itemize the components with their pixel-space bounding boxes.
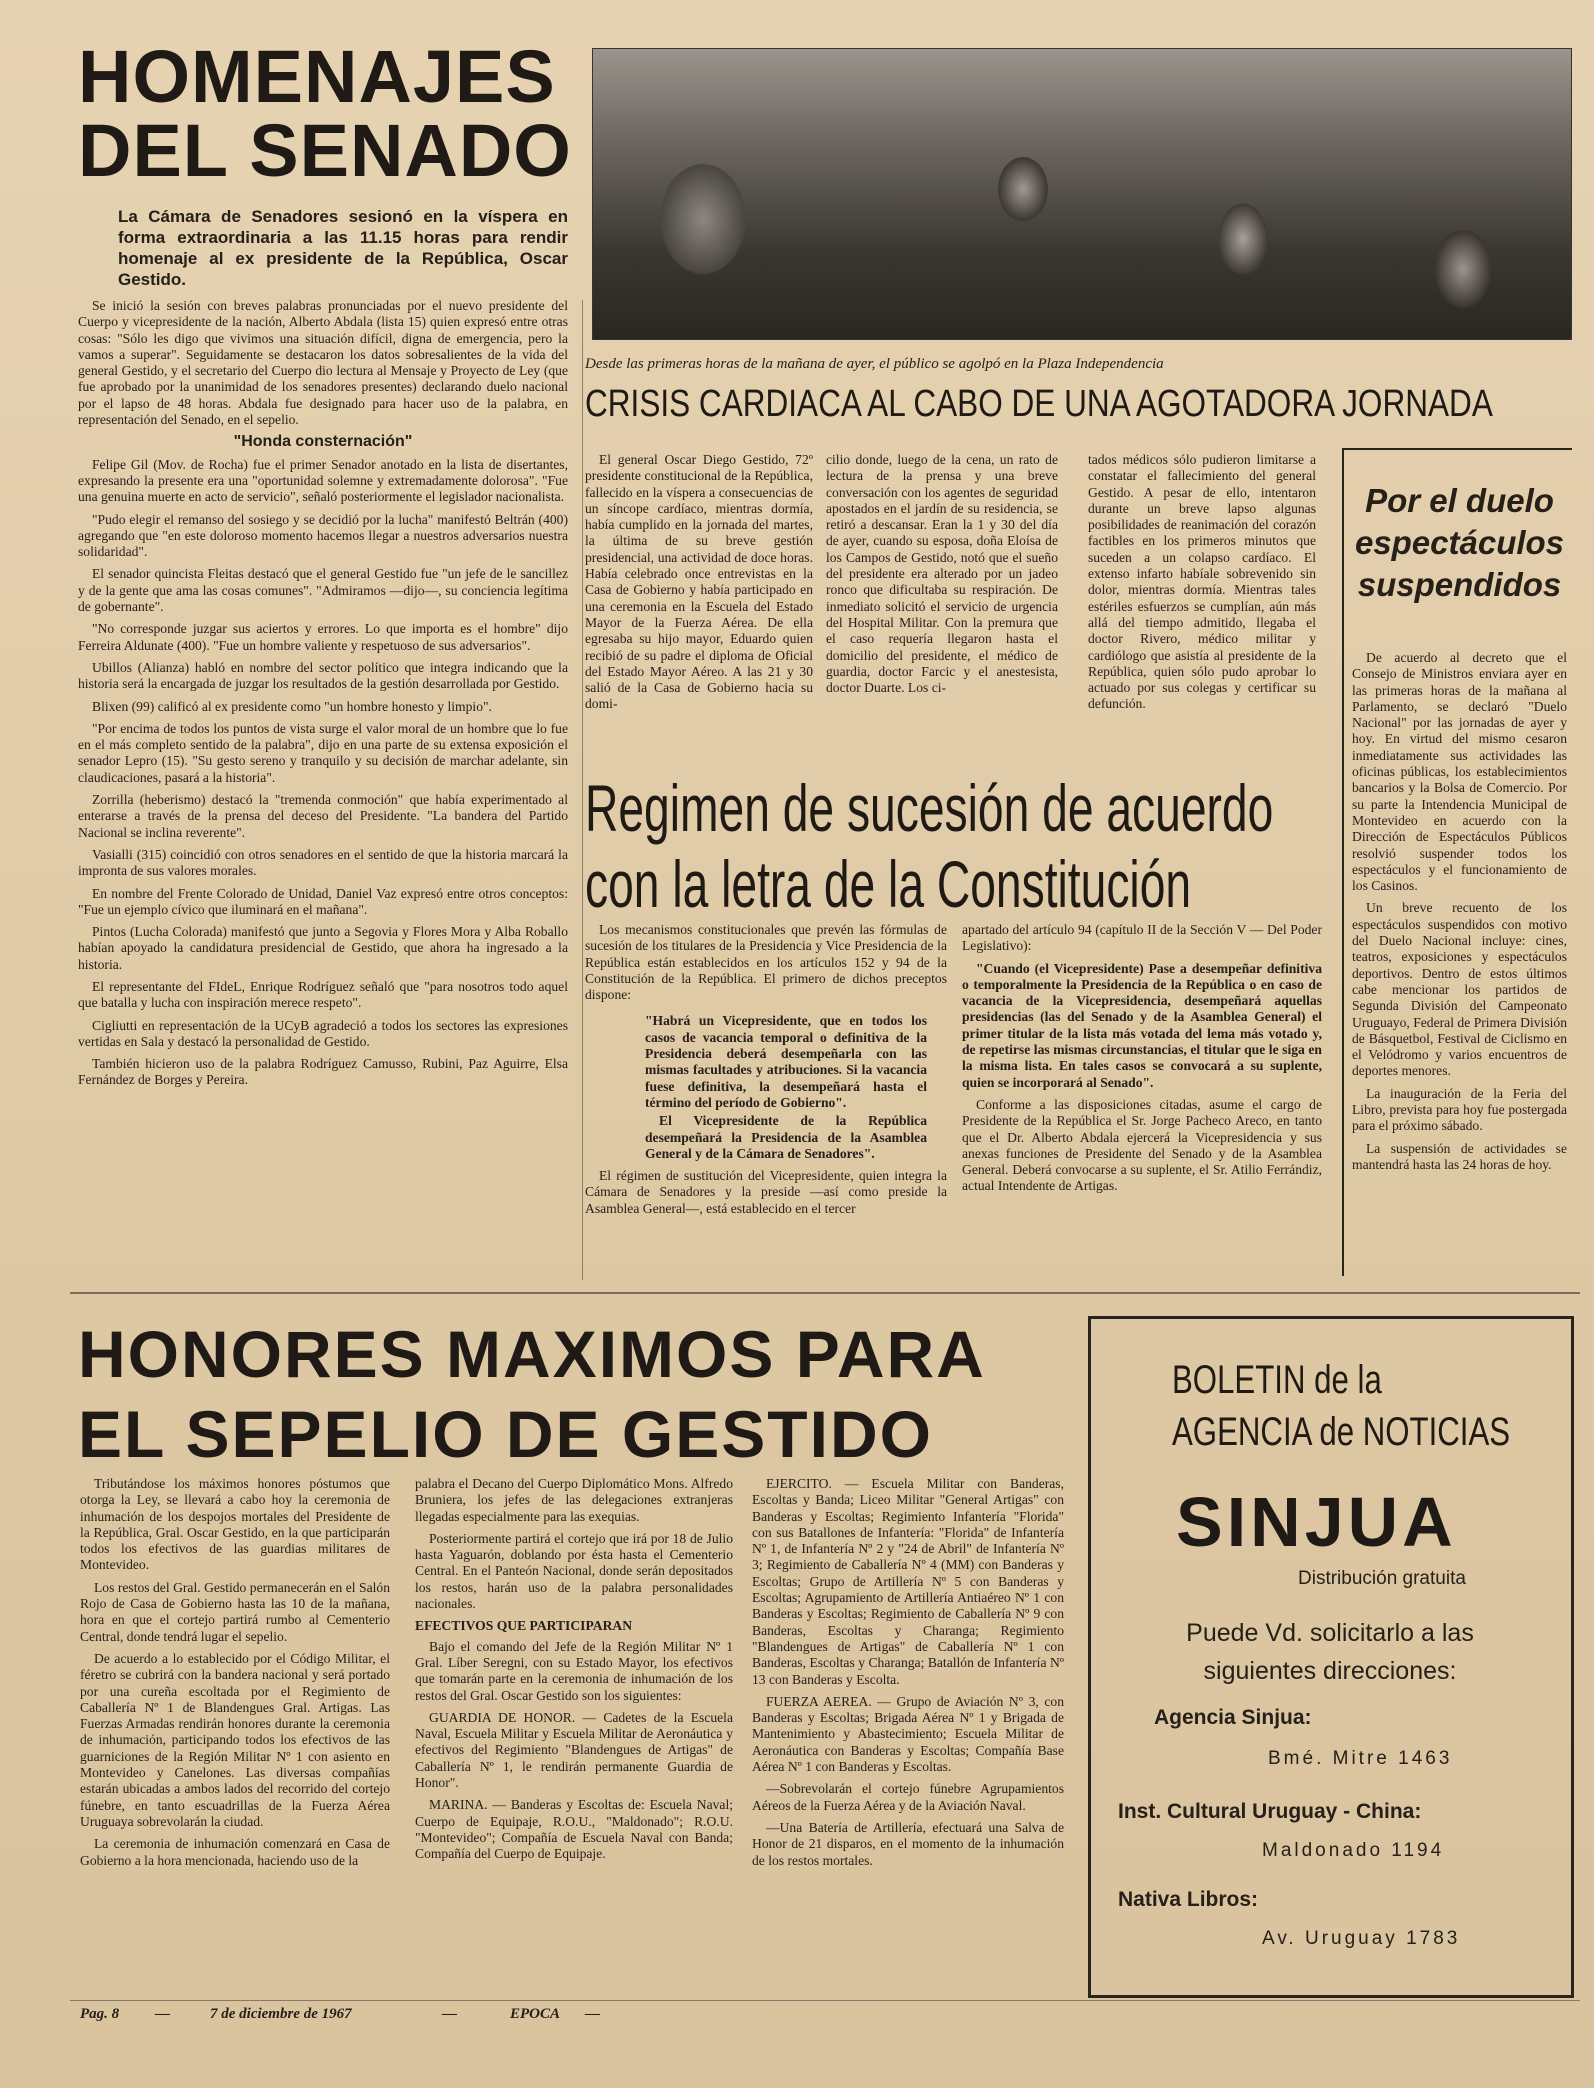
senado-paragraph: Ubillos (Alianza) habló en nombre del sector político que integra indicando que la historia será la encargada de juzgar los resultados de la gestión desarrollada por Gestido. bbox=[78, 659, 568, 692]
senado-title bbox=[78, 35, 598, 192]
senado-lead: La Cámara de Senadores sesionó en la víspera en forma extraordinaria a las 11.15 horas para rendir homenaje al ex presidente de la República, Oscar Gestido. bbox=[118, 207, 568, 289]
senado-subhead: "Honda consternación" bbox=[233, 433, 413, 451]
address-value: Bmé. Mitre 1463 bbox=[1268, 1748, 1453, 1769]
boletin-distribution: Distribución gratuita bbox=[1298, 1568, 1466, 1589]
duelo-title: Por el duelo espectáculos suspendidos bbox=[1354, 482, 1565, 603]
duelo-paragraph: Un breve recuento de los espectáculos suspendidos con motivo del Duelo Nacional incluye: cines, teatros, exposiciones y espectáculos deportivos. Dentro de estos últimos cabe mencionar los partidos de Segunda División del Campeonato Uruguayo, Federal de Primera División de Básquetbol, Festival de Ciclismo en el Velódromo y varios encuentros de deportes menores. bbox=[1352, 900, 1567, 1079]
address-value: Av. Uruguay 1783 bbox=[1262, 1928, 1461, 1949]
honores-headline-line1: HONORES MAXIMOS PARA bbox=[78, 1317, 986, 1391]
honores-headline bbox=[78, 1314, 1078, 1474]
footer-rule bbox=[70, 2000, 1580, 2001]
regimen-paragraph: Los mecanismos constitucionales que prevén las fórmulas de sucesión de los titulares de la Presidencia y Vice Presidencia de la República están establecidos en los artículos 152 y 94 de la Constitución de la República. El primero de dichos preceptos dispone: bbox=[585, 922, 947, 1003]
footer-dash: — bbox=[585, 2006, 600, 2022]
regimen-paragraph: Conforme a las disposiciones citadas, asume el cargo de Presidente de la República el Sr. Jorge Pacheco Areco, en tanto que el Dr. Alberto Abdala ejercerá la Vicepresidencia y sus anexas funciones de Presidente del Senado y de la Asamblea General. Deberá convocarse a su suplente, el Sr. Atilio Ferrándiz, actual Intendente de Artigas. bbox=[962, 1096, 1322, 1194]
boletin-agency-name: SINJUA bbox=[1176, 1483, 1457, 1561]
regimen-quote: "Habrá un Vicepresidente, que en todos los casos de vacancia temporal o definitiva de la Presidencia deberá desempeñarla con las mismas facultades y atribuciones. Si la vacancia fuese definitiva, la desempeñará hasta el término del período de Gobierno". bbox=[645, 1013, 927, 1110]
regimen-headline bbox=[585, 770, 1273, 922]
senado-title-line2: DEL SENADO bbox=[78, 109, 572, 192]
address-label: Inst. Cultural Uruguay - China: bbox=[1118, 1800, 1422, 1823]
regimen-col-1 bbox=[585, 922, 947, 1223]
section-divider bbox=[70, 1292, 1580, 1294]
crisis-col-2: cilio donde, luego de la cena, un rato de lectura de la prensa y una breve conversación con los agentes de seguridad apostados en el jardín de su residencia, se retiró a descansar. Eran la 1 y 30 del día de ayer, cuando su esposa, doña Eloísa de los Campos de Gestido, notó que el sueño del presidente era alterado por un jadeo ronco que dificultaba su respiración. De inmediato solicitó el servicio de urgencia del Hospital Militar. Con la premura que el caso requería llegaron hasta el domicilio del presidente, el médico de guardia, doctor Farcic y el anestesista, doctor Duarte. Los ci- bbox=[826, 452, 1058, 696]
honores-paragraph: Tributándose los máximos honores póstumos que otorga la Ley, se llevará a cabo hoy la ceremonia de inhumación de los despojos mortales del Presidente de la República, Gral. Oscar Gestido, en la que participarán todos los efectivos de las guardias militares de Montevideo. bbox=[80, 1476, 390, 1573]
footer-dash: — bbox=[442, 2006, 457, 2022]
duelo-paragraph: La suspensión de actividades se mantendrá hasta las 24 horas de hoy. bbox=[1352, 1140, 1567, 1172]
honores-paragraph: La ceremonia de inhumación comenzará en Casa de Gobierno a la hora mencionada, haciendo uso de la bbox=[80, 1836, 390, 1868]
senado-paragraph: Vasialli (315) coincidió con otros senadores en el sentido de que la historia marcará la impronta de sus valores morales. bbox=[78, 846, 568, 879]
honores-paragraph: EJERCITO. — Escuela Militar con Banderas, Escoltas y Banda; Liceo Militar "General Artigas" con Banderas y Escoltas; Regimiento Infantería "Florida" con sus Batallones de Infantería: "Florida" de Infantería Nº 1, de Infantería Nº 2 y "24 de Abril" de Infantería Nº 3; Regimiento de Caballería Nº 4 (MM) con Banderas y Escoltas; Grupo de Artillería Nº 5 con Banderas y Escoltas; Agrupamiento de Artillería Antiaéreo Nº 1 con Banderas y Escoltas; Regimiento de Caballería Nº 9 con Banderas, Escoltas y Charanga; Regimiento "Blandengues de Artigas" de Caballería Nº 1 con Banderas, Escoltas y Charanga; Batallón de Infantería Nº 13 con Banderas y Escolta. bbox=[752, 1476, 1064, 1687]
boletin-request-line2: siguientes direcciones: bbox=[1203, 1657, 1457, 1685]
footer-dash: — bbox=[155, 2006, 170, 2022]
footer-date: 7 de diciembre de 1967 bbox=[210, 2006, 352, 2022]
honores-paragraph: MARINA. — Banderas y Escoltas de: Escuela Naval; Cuerpo de Equipaje, R.O.U., "Maldonado"; R.O.U. "Montevideo"; Compañía de Escuela Naval con Banda; Compañía del Cuerpo de Equipaje. bbox=[415, 1797, 733, 1862]
regimen-col-2 bbox=[962, 922, 1322, 1201]
footer-page-number: Pag. 8 bbox=[80, 2006, 120, 2022]
boletin-title-line1: BOLETIN de la bbox=[1172, 1358, 1382, 1402]
honores-paragraph: De acuerdo a lo establecido por el Código Militar, el féretro se cubrirá con la bandera nacional y será portado por una cureña escoltada por el Regimiento de Caballería Nº 1 de Blandengues Gral. Artigas. Las Fuerzas Armadas rendirán honores durante la ceremonia de inhumación, participando todos los efectivos de las guarniciones de la Región Militar Nº 1 con asiento en Montevideo y Canelones. Las diversas compañías estarán ubicadas a ambos lados del recorrido del cortejo fúnebre, en tanto escuadrillas de la Fuerza Aérea Uruguaya sobrevolarán la ciudad. bbox=[80, 1650, 390, 1829]
honores-paragraph: Posteriormente partirá el cortejo que irá por 18 de Julio hasta Yaguarón, doblando por ésta hasta el Cementerio Central. En el Panteón Nacional, donde serán depositados los restos, harán uso de la palabra personalidades nacionales. bbox=[415, 1530, 733, 1612]
crisis-col-3: tados médicos sólo pudieron limitarse a constatar el fallecimiento del general Gestido. A pesar de ello, intentaron durante un breve lapso algunas posibilidades de reanimación del corazón factibles en los primeros minutos que suceden a un colapso cardíaco. El extenso infarto habíale sobrevenido sin dolor, mientras dormía. Mientras tales estériles esfuerzos se cumplían, aún más allá del tiempo admitido, llegaba el doctor Rivero, médico militar y cardiólogo que asistía al presidente de la República, quien sólo pudo aprobar lo actuado por sus colegas y certificar su defunción. bbox=[1088, 452, 1316, 712]
boletin-title-line2: AGENCIA de NOTICIAS bbox=[1172, 1410, 1511, 1454]
boletin-title bbox=[1172, 1354, 1510, 1458]
senado-paragraph: Blixen (99) calificó al ex presidente como "un hombre honesto y limpio". bbox=[92, 698, 492, 714]
honores-paragraph: —Sobrevolarán el cortejo fúnebre Agrupamientos Aéreos de la Fuerza Aérea y de la Aviación Naval. bbox=[752, 1781, 1064, 1813]
honores-paragraph: FUERZA AEREA. — Grupo de Aviación Nº 3, con Banderas y Escoltas; Brigada Aérea Nº 1 y Brigada de Mantenimiento y Abastecimiento; Escuela Militar de Aeronáutica con Banderas y Escoltas; Compañía Base Aérea Nº 1 con Banderas y Escoltas. bbox=[752, 1693, 1064, 1775]
duelo-body bbox=[1352, 650, 1567, 1179]
honores-paragraph: Los restos del Gral. Gestido permanecerán en el Salón Rojo de Casa de Gobierno hasta las 10 de la mañana, hora en que el cortejo partirá rumbo al Cementerio Central, donde tendrá lugar el sepelio. bbox=[80, 1579, 390, 1644]
senado-paragraph: "Pudo elegir el remanso del sosiego y se decidió por la lucha" manifestó Beltrán (400) agregando que "en este doloroso momento hacemos llegar a nuestros adversarios nuestra solidaridad". bbox=[78, 511, 568, 560]
honores-col-1 bbox=[80, 1476, 390, 1875]
senado-paragraph: En nombre del Frente Colorado de Unidad, Daniel Vaz expresó entre otros conceptos: "Fue un ejemplo cívico que iluminará en el mañana". bbox=[78, 885, 568, 917]
honores-paragraph: Bajo el comando del Jefe de la Región Militar Nº 1 Gral. Líber Seregni, con su Estado Mayor, los efectivos que tomarán parte en la ceremonia de inhumación de los restos del Gral. Oscar Gestido son los siguientes: bbox=[415, 1638, 733, 1703]
senado-paragraph: Felipe Gil (Mov. de Rocha) fue el primer Senador anotado en la lista de disertantes, expresando la presente era una "oportunidad solemne y extremadamente dolorosa". "Fue una genuina muerte en acto de servicio", señaló posteriormente el legislador nacionalista. bbox=[78, 456, 568, 505]
duelo-paragraph: La inauguración de la Feria del Libro, prevista para hoy fue postergada para el próximo sábado. bbox=[1352, 1085, 1567, 1134]
senado-paragraph: Zorrilla (heberismo) destacó la "tremenda conmoción" que había experimentado al enterarse a través de la prensa del deceso del Presidente. "La bandera del Partido Nacional se inclina reverente". bbox=[78, 792, 568, 840]
senado-paragraph: Pintos (Lucha Colorada) manifestó que junto a Segovia y Flores Mora y Alba Roballo habían apoyado la candidatura presidencial de Gestido, que ahora ha ingresado a la historia. bbox=[78, 924, 568, 972]
footer-paper-name: EPOCA bbox=[510, 2006, 561, 2022]
boletin-request bbox=[1150, 1614, 1510, 1690]
honores-paragraph: GUARDIA DE HONOR. — Cadetes de la Escuela Naval, Escuela Militar y Escuela Militar de Aeronáutica y efectivos del Regimiento "Blandengues de Artigas" de Caballería Nº 1, le rendirán permanente Guardia de Honor". bbox=[415, 1709, 733, 1791]
honores-col-2 bbox=[415, 1476, 733, 1869]
regimen-quote: El Vicepresidente de la República desempeñará la Presidencia de la Asamblea General y de la Cámara de Senadores". bbox=[645, 1113, 927, 1161]
regimen-paragraph: El régimen de sustitución del Vicepresidente, quien integra la Cámara de Senadores y la preside —así como preside la Asamblea General—, está establecido en el tercer bbox=[585, 1168, 947, 1216]
honores-headline-line2: EL SEPELIO DE GESTIDO bbox=[78, 1397, 933, 1471]
crowd-photo bbox=[592, 48, 1572, 340]
honores-paragraph: palabra el Decano del Cuerpo Diplomático Mons. Alfredo Bruniera, los jefes de las delegaciones extranjeras llegadas especialmente para las exequias. bbox=[415, 1476, 733, 1524]
honores-col-3 bbox=[752, 1476, 1064, 1875]
senado-paragraph: El representante del FIdeL, Enrique Rodríguez señaló que "para nosotros todo aquel que batalla y lucha con inspiración merece respeto". bbox=[78, 978, 568, 1011]
senado-body bbox=[78, 298, 568, 1095]
column-divider bbox=[582, 300, 583, 1280]
address-value: Maldonado 1194 bbox=[1262, 1840, 1445, 1861]
photo-caption: Desde las primeras horas de la mañana de ayer, el público se agolpó en la Plaza Independencia bbox=[585, 356, 1164, 372]
regimen-quote: "Cuando (el Vicepresidente) Pase a desempeñar definitiva o temporalmente la Presidencia de la República o en caso de vacancia de la Vicepresidencia, desempeñará aquellas presidencias (las del Senado y de la Asamblea General) el primer titular de la lista más votada del lema más votado y, de repetirse las mismas circunstancias, el titular que le siga en la misma lista. En tales casos se convocará a su suplente, quien se incorporará al Senado". bbox=[962, 960, 1322, 1090]
crisis-headline: CRISIS CARDIACA AL CABO DE UNA AGOTADORA JORNADA bbox=[585, 383, 1493, 425]
senado-paragraph: También hicieron uso de la palabra Rodríguez Camusso, Rubini, Paz Aguirre, Elsa Fernández de Borges y Pereira. bbox=[78, 1056, 568, 1088]
address-label: Nativa Libros: bbox=[1118, 1888, 1259, 1911]
crisis-col-1: El general Oscar Diego Gestido, 72º presidente constitucional de la República, fallecido en la víspera a consecuencias de un síncope cardíaco, mientras dormía, había cumplido en la jornada del martes, la última de su breve gestión presidencial, una actividad de doce horas. Había celebrado once entrevistas en la Casa de Gobierno y había participado en una ceremonia en la Escuela del Estado Mayor de la Fuerza Aérea. De ella egresaba su hijo mayor, Eduardo quien recibió de su padre el diploma de Oficial del Estado Mayor Aéreo. A las 21 y 30 salió de la Casa de Gobierno hacia su domi- bbox=[585, 452, 813, 712]
duelo-paragraph: De acuerdo al decreto que el Consejo de Ministros enviara ayer en las primeras horas de la mañana al Parlamento, se declaró "Duelo Nacional" por las jornadas de ayer y hoy. En virtud del mismo cesaron inmediatamente sus actividades las oficinas públicas, los establecimientos bancarios y la Bolsa de Comercio. Por su parte la Intendencia Municipal de Montevideo en acuerdo con la Dirección de Espectáculos Públicos resolvió suspender todos los espectáculos y el funcionamiento de los Casinos. bbox=[1352, 650, 1567, 894]
honores-paragraph: —Una Batería de Artillería, efectuará una Salva de Honor de 21 disparos, en el momento de la inhumación de los restos mortales. bbox=[752, 1819, 1064, 1868]
address-label: Agencia Sinjua: bbox=[1154, 1706, 1312, 1729]
senado-paragraph: Cigliutti en representación de la UCyB agradeció a todos los sectores las expresiones vertidas en Sala y destacó la personalidad de Gestido. bbox=[78, 1017, 568, 1049]
senado-paragraph: El senador quincista Fleitas destacó que el general Gestido fue "un jefe de le sancillez y de la gente que ama las cosas comunes". "Admiramos —dijo—, su conciencia legítima de gobernante". bbox=[78, 566, 568, 615]
regimen-headline-line1: Regimen de sucesión de acuerdo bbox=[585, 771, 1274, 845]
senado-paragraph: "No corresponde juzgar sus aciertos y errores. Lo que importa es el hombre" dijo Ferreira Aldunate (400). "Fue un hombre valiente y respetuoso de sus adversarios". bbox=[78, 621, 568, 653]
boletin-request-line1: Puede Vd. solicitarlo a las bbox=[1186, 1619, 1474, 1647]
regimen-paragraph: apartado del artículo 94 (capítulo II de la Sección V — Del Poder Legislativo): bbox=[962, 922, 1322, 954]
regimen-headline-line2: con la letra de la Constitución bbox=[585, 847, 1192, 921]
senado-paragraph: "Por encima de todos los puntos de vista surge el valor moral de un hombre que lo fue en el más completo sentido de la palabra", dijo en una parte de su extensa exposición el senador Lepro (15). "Su gesto sereno y tranquilo y su decisión de marchar adelante, sin claudicaciones, pasará a la historia". bbox=[78, 720, 568, 785]
honores-subhead: EFECTIVOS QUE PARTICIPARAN bbox=[415, 1618, 633, 1634]
senado-title-line1: HOMENAJES bbox=[78, 35, 556, 118]
senado-paragraph: Se inició la sesión con breves palabras pronunciadas por el nuevo presidente del Cuerpo y vicepresidente de la nación, Alberto Abdala (lista 15) quien expresó entre otras cosas: "Sólo les digo que vivimos una situación difícil, digna de emergencia, pero la vamos a superar". Seguidamente se destacaron los datos sobresalientes de la vida del general Gestido, y el secretario del Cuerpo dio lectura al Mensaje y Proyecto de Ley (que fue aprobado por la unanimidad de los senadores presentes) declarando duelo nacional por el lapso de 48 horas. Abdala fue designado para hacer uso de la palabra, en representación del Senado, en el sepelio. bbox=[78, 298, 568, 428]
